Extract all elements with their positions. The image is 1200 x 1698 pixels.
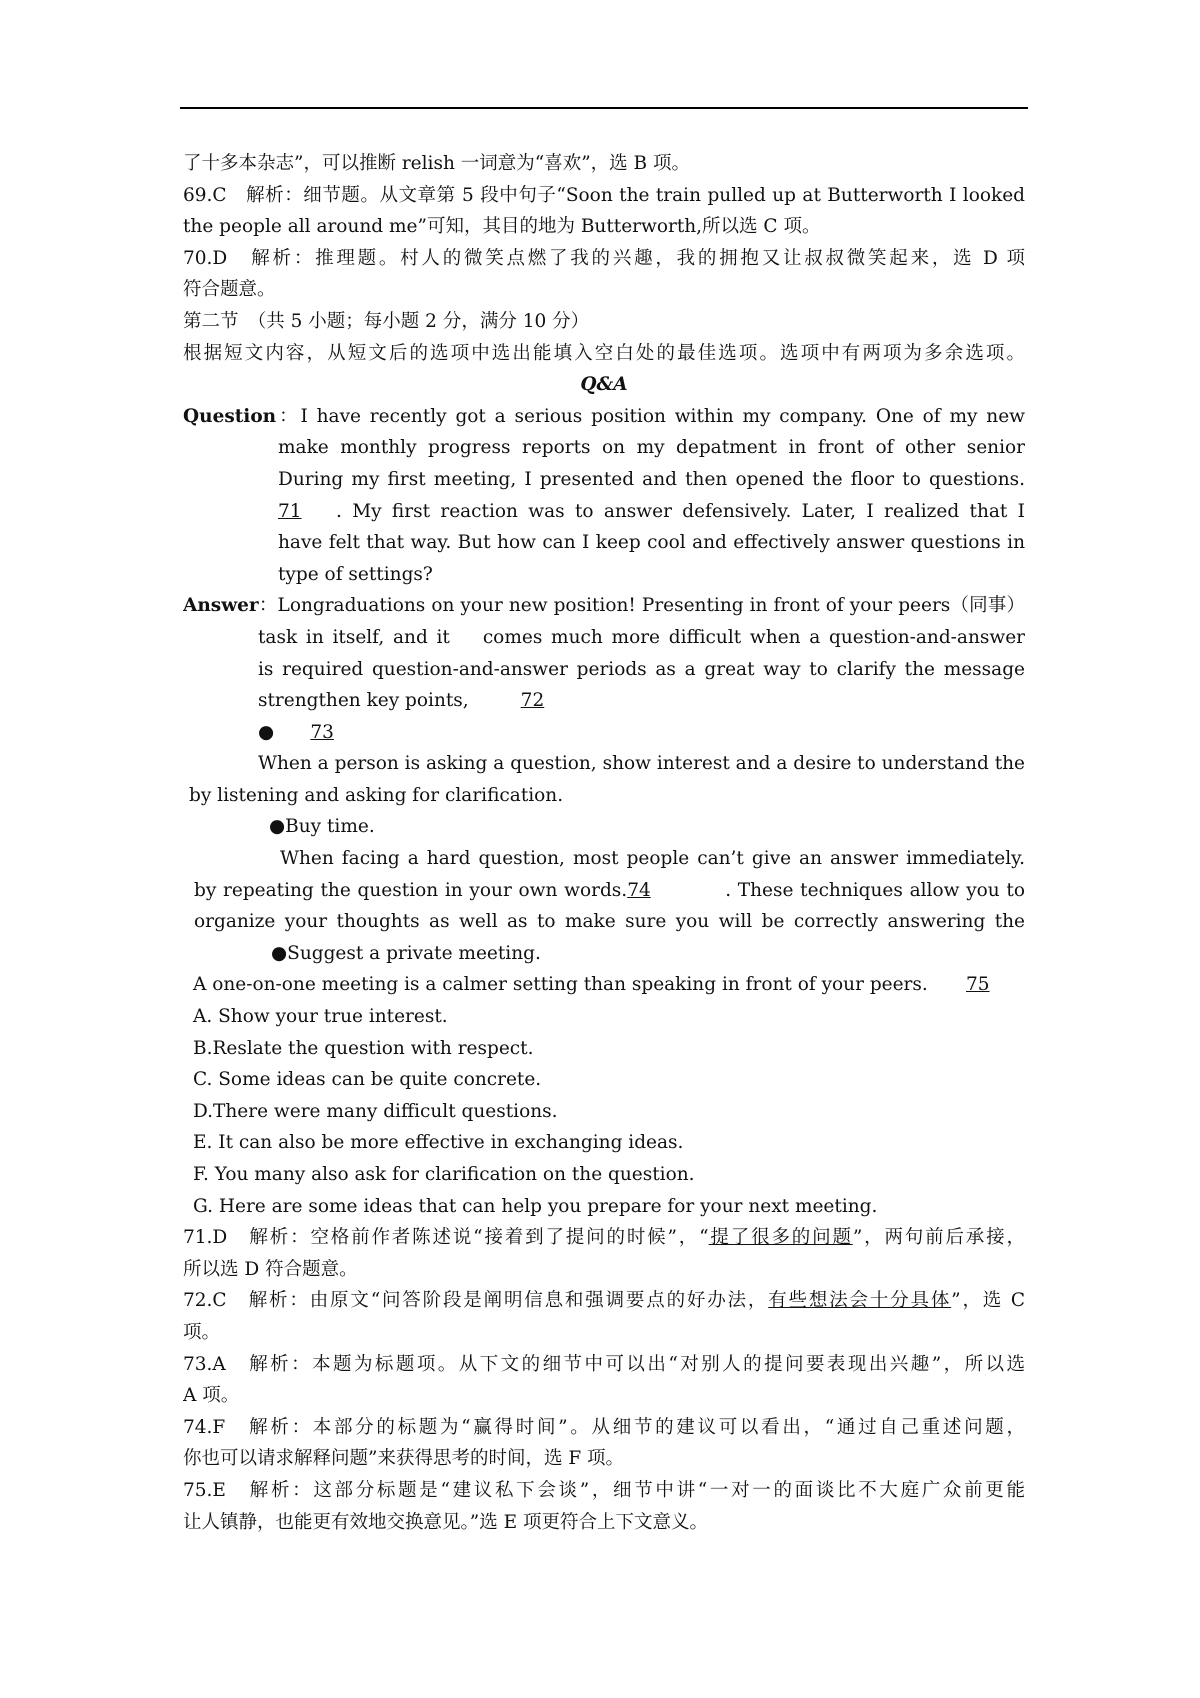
answer-69-line2: the people all around me”可知，其目的地为 Butterworth,所以选 C 项。 (183, 216, 821, 238)
answer-line6: When a person is asking a question, show interest and a desire to understand the (258, 753, 1025, 775)
answer-text: by repeating the question in your own words. (194, 879, 628, 901)
analysis-text: ”，选 C (951, 1290, 1025, 1312)
question-text: I have recently got a serious position within my company. One of my new (300, 405, 1025, 427)
analysis-74-line1: 74.F 解析：本部分的标题为“赢得时间”。从细节的建议可以看出，“通过自己重述问题， (183, 1416, 1025, 1438)
document-page (183, 148, 1025, 1538)
analysis-75-line2: 让人镇静，也能更有效地交换意见。”选 E 项更符合上下文意义。 (183, 1511, 708, 1533)
question-text: . My first reaction was to answer defensively. Later, I realized that I (336, 500, 1025, 522)
blank-71: 71 (278, 500, 302, 522)
question-line2: make monthly progress reports on my depatment in front of other senior (278, 437, 1025, 459)
option-b: B.Reslate the question with respect. (193, 1037, 534, 1059)
answer-text: . These techniques allow you to (725, 879, 1025, 901)
option-g: G. Here are some ideas that can help you prepare for your next meeting. (193, 1195, 878, 1217)
answer-line1 (183, 590, 1025, 622)
answer-label: Answer (183, 595, 259, 617)
analysis-underline: 提了很多的问题 (708, 1227, 853, 1249)
analysis-73-line1: 73.A 解析：本题为标题项。从下文的细节中可以出“对别人的提问要表现出兴趣”，所以选 (183, 1353, 1025, 1375)
question-colon: ： (276, 405, 301, 427)
answer-text: strengthen key points, (258, 690, 469, 712)
blank-75: 75 (966, 974, 990, 996)
question-label: Question (183, 405, 277, 427)
option-c: C. Some ideas can be quite concrete. (193, 1069, 542, 1091)
analysis-72-line1 (183, 1285, 1025, 1317)
passage-title: Q&A (580, 374, 628, 396)
answer-69-line1: 69.C 解析：细节题。从文章第 5 段中句子“Soon the train pulled up at Butterworth I looked (183, 184, 1025, 206)
answer-line7: by listening and asking for clarification. (189, 784, 564, 806)
answer-line3: is required question-and-answer periods as a great way to clarify the message (258, 658, 1025, 680)
option-a: A. Show your true interest. (193, 1006, 448, 1028)
analysis-underline: 有些想法会十分具体 (768, 1290, 952, 1312)
answer-line5 (183, 717, 1025, 749)
answer-line2: task in itself, and it comes much more difficult when a question-and-answer (258, 626, 1025, 648)
answer-line11: organize your thoughts as well as to make sure you will be correctly answering the (194, 911, 1025, 933)
answer-colon: ： (258, 595, 278, 617)
answer-line4 (183, 685, 1025, 717)
question-line3: During my first meeting, I presented and then opened the floor to questions. (278, 468, 1025, 490)
answer-line9: When facing a hard question, most people can’t give an answer immediately. (280, 848, 1025, 870)
header-rule (180, 107, 1028, 109)
answer-text: A one-on-one meeting is a calmer setting than speaking in front of your peers. (193, 974, 928, 996)
section-instructions: 根据短文内容，从短文后的选项中选出能填入空白处的最佳选项。选项中有两项为多余选项。 (183, 342, 1025, 364)
section-heading: 第二节 （共 5 小题；每小题 2 分，满分 10 分） (183, 310, 590, 332)
subheading-private-meeting: ●Suggest a private meeting. (271, 942, 541, 964)
question-line1 (183, 401, 1025, 433)
analysis-74-line2: 你也可以请求解释问题”来获得思考的时间，选 F 项。 (183, 1448, 625, 1470)
option-f: F. You many also ask for clarification on the question. (193, 1164, 695, 1185)
analysis-text: ”，两句前后承接， (852, 1227, 1025, 1249)
option-d: D.There were many difficult questions. (193, 1100, 558, 1122)
question-line4 (183, 496, 1025, 528)
question-line6: type of settings? (278, 563, 433, 585)
blank-72: 72 (520, 690, 545, 712)
analysis-75-line1: 75.E 解析：这部分标题是“建议私下会谈”，细节中讲“一对一的面谈比不大庭广众前更能 (183, 1479, 1025, 1501)
answer-70-line2: 符合题意。 (183, 279, 276, 301)
answer-line10 (183, 875, 1025, 907)
blank-74: 74 (627, 879, 651, 901)
option-e: E. It can also be more effective in exchanging ideas. (193, 1132, 684, 1154)
subheading-buy-time: ●Buy time. (269, 816, 375, 838)
text-line: 了十多本杂志”，可以推断 relish 一词意为“喜欢”，选 B 项。 (183, 153, 691, 174)
analysis-text: 71.D 解析：空格前作者陈述说“接着到了提问的时候”，“ (183, 1227, 709, 1249)
question-line5: have felt that way. But how can I keep cool and effectively answer questions in (278, 532, 1025, 554)
analysis-71-line1 (183, 1222, 1025, 1254)
analysis-73-line2: A 项。 (183, 1385, 240, 1407)
analysis-text: 72.C 解析：由原文“问答阶段是阐明信息和强调要点的好办法， (183, 1290, 769, 1312)
analysis-71-line2: 所以选 D 符合题意。 (183, 1258, 358, 1280)
bullet: ● (258, 721, 275, 743)
answer-line13 (183, 969, 1025, 1001)
analysis-72-line2: 项。 (183, 1321, 221, 1343)
blank-73: 73 (310, 721, 334, 743)
answer-text: Longraduations on your new position! Presenting in front of your peers（同事） (277, 595, 1025, 617)
answer-70-line1: 70.D 解析：推理题。村人的微笑点燃了我的兴趣，我的拥抱又让叔叔微笑起来，选 D 项 (183, 247, 1025, 269)
